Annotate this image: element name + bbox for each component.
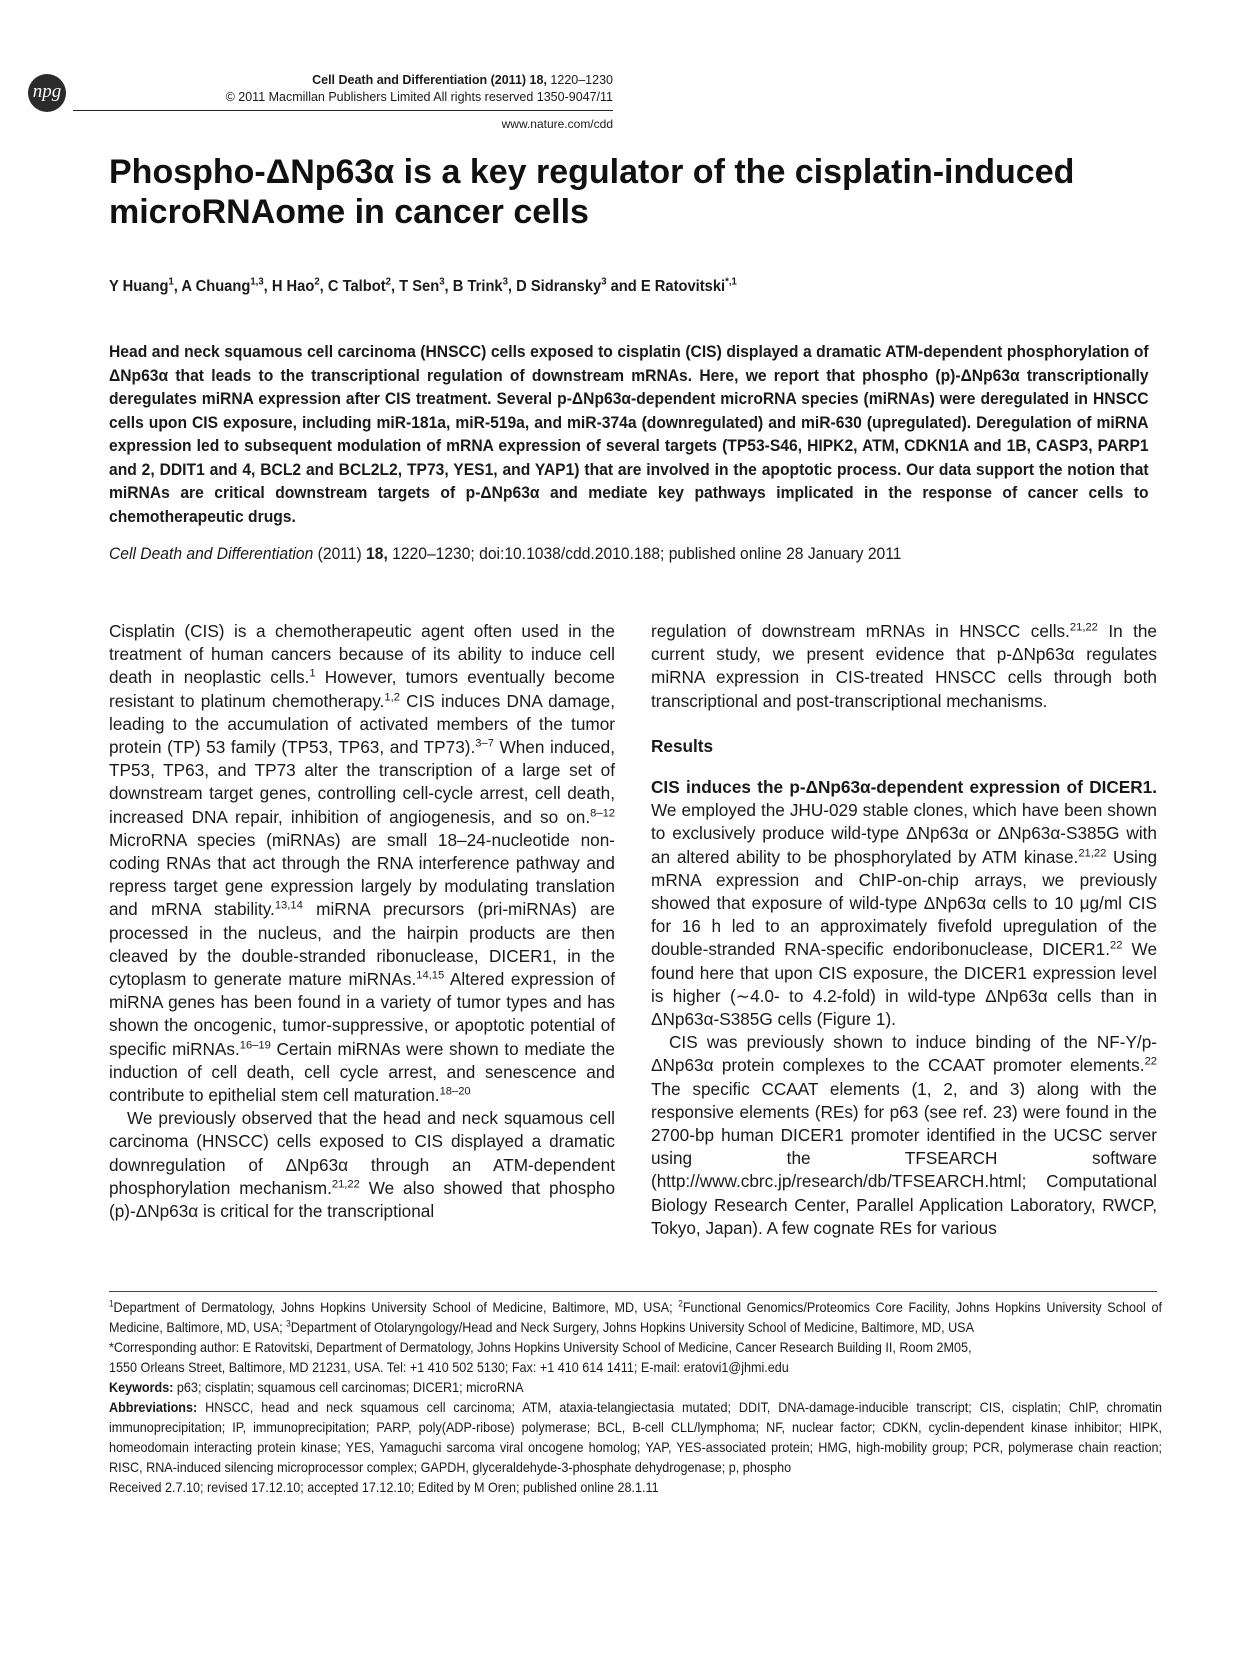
text-run: We found here that upon CIS exposure, the DICER1 expression level is higher (∼4.0- to 4.2-fold) in wild-type ΔNp63α cells than in ΔNp63α-S385G cells (Figure 1). <box>651 939 1158 1030</box>
corresponding-author: *Corresponding author: E Ratovitski, Department of Dermatology, Johns Hopkins University School of Medicine, Cancer Research Building II, Room 2M05, <box>109 1339 972 1355</box>
text-run: MicroRNA species (miRNAs) are small 18–24-nucleotide non-coding RNAs that act through the RNA interference pathway and repress target gene expression largely by modulating translation and mRNA stability. <box>109 829 615 920</box>
text-run: When induced, TP53, TP63, and TP73 alter the transcription of a large set of downstream target genes, controlling cell-cycle arrest, cell death, increased DNA repair, inhibition of angiogenesis, and so on. <box>109 737 615 827</box>
reference-superscript: 8–12 <box>590 806 615 819</box>
body-paragraph <box>651 620 1157 713</box>
author-name: H Hao <box>271 278 315 295</box>
abbreviations-text: HNSCC, head and neck squamous cell carcinoma; ATM, ataxia-telangiectasia mutated; DDIT, DNA-damage-inducible transcript; CIS, cisplatin; ChIP, chromatin immunoprecipitation; IP, immunoprecipitation; PARP, poly(ADP-ribose) polymerase; BCL, B-cell CLL/lymphoma; NF, nuclear factor; CDKN, cyclin-dependent kinase inhibitor; HIPK, homeodomain interacting protein kinase; YES, Yamaguchi sarcoma viral oncogene homolog; YAP, YES-associated protein; HMG, high-mobility group; PCR, polymerase chain reaction; RISC, RNA-induced silencing microprocessor complex; GAPDH, glyceraldehyde-3-phosphate dehydrogenase; p, phospho <box>109 1399 1162 1475</box>
journal-name: Cell Death and Differentiation <box>312 73 488 87</box>
author-affiliation: 3 <box>502 276 508 288</box>
author-name: B Trink <box>452 278 503 295</box>
journal-url[interactable]: www.nature.com/cdd <box>501 117 613 131</box>
reference-superscript: 21,22 <box>1069 621 1098 634</box>
affiliations <box>109 1297 1162 1337</box>
reference-superscript: 14,15 <box>416 969 445 982</box>
subsection-heading: CIS induces the p-ΔNp63α-dependent expression of DICER1. <box>651 777 1157 798</box>
body-paragraph <box>651 1031 1157 1240</box>
text-run: In the current study, we present evidence that p-ΔNp63α regulates miRNA expression in CIS-treated HNSCC cells through both transcriptional and post-transcriptional mechanisms. <box>651 621 1157 711</box>
body-paragraph <box>109 620 615 1107</box>
abbreviations-label: Abbreviations: <box>109 1399 198 1415</box>
text-run: Altered expression of miRNA genes has been found in a variety of tumor types and has shown the oncogenic, tumor-suppressive, or apoptotic potential of specific miRNAs. <box>109 969 615 1059</box>
text-run: We employed the JHU-029 stable clones, which have been shown to exclusively produce wild-type ΔNp63α or ΔNp63α-S385G with an altered ability to be phosphorylated by ATM kinase. <box>651 800 1157 867</box>
footnote-rule <box>109 1291 1157 1292</box>
author-list: Y Huang$^1$, A Chuang$^{1,3}$, H Hao$^2$, C Talbot$^2$, T Sen$^3$, B Trink$^3$, D Sidransky$^3$ and E Ratovitski$^{*,1}$ <box>109 276 737 295</box>
affiliation-text: Department of Dermatology, Johns Hopkins University School of Medicine, Baltimore, MD, USA; <box>113 1299 679 1315</box>
text-run: Cisplatin (CIS) is a chemotherapeutic agent often used in the treatment of human cancers because of its ability to induce cell death in neoplastic cells. <box>109 621 615 688</box>
affiliation-marker: 2 <box>678 1298 683 1309</box>
affiliation-marker: 1 <box>109 1298 114 1309</box>
text-run: CIS was previously shown to induce binding of the NF-Y/p-ΔNp63α protein complexes to the CCAAT promoter elements. <box>651 1032 1157 1076</box>
author-affiliation: 2 <box>314 276 320 288</box>
body-paragraph <box>109 1107 615 1223</box>
citation-volume: 18, <box>366 544 388 563</box>
received-line: Received 2.7.10; revised 17.12.10; accepted 17.12.10; Edited by M Oren; published online 28.1.11 <box>109 1479 659 1495</box>
npg-logo: npg <box>28 74 66 112</box>
citation-rest: 1220–1230; doi:10.1038/cdd.2010.188; published online 28 January 2011 <box>387 544 902 563</box>
reference-superscript: 16–19 <box>239 1038 271 1051</box>
journal-header <box>312 71 613 89</box>
footnotes <box>109 1297 1162 1497</box>
journal-volume: 18, <box>529 73 547 87</box>
reference-superscript: 22 <box>1110 939 1123 952</box>
author-affiliation: 3 <box>601 276 607 288</box>
keywords <box>109 1377 1162 1397</box>
body-paragraph <box>651 776 1157 1031</box>
copyright-line: © 2011 Macmillan Publishers Limited All rights reserved 1350-9047/11 <box>225 90 613 104</box>
reference-superscript: 13,14 <box>274 899 303 912</box>
author-name: A Chuang <box>181 278 251 295</box>
reference-superscript: 18–20 <box>439 1085 471 1098</box>
text-run: miRNA precursors (pri-miRNAs) are processed in the nucleus, and the hairpin products are then cleaved by the double-stranded ribonuclease, DICER1, in the cytoplasm to generate mature miRNAs. <box>109 899 615 990</box>
reference-superscript: 1 <box>309 667 316 680</box>
body-column-left <box>109 620 615 1223</box>
text-run: However, tumors eventually become resistant to platinum chemotherapy. <box>109 667 615 711</box>
text-run: Certain miRNAs were shown to mediate the induction of cell death, cell cycle arrest, and senescence and contribute to epithelial stem cell maturation. <box>109 1038 615 1106</box>
author-affiliation: *,1 <box>725 276 737 288</box>
reference-superscript: 21,22 <box>331 1178 360 1191</box>
author-affiliation: 1,3 <box>250 276 264 288</box>
text-run: We also showed that phospho (p)-ΔNp63α is critical for the transcriptional <box>109 1177 616 1222</box>
author-affiliation: 3 <box>439 276 445 288</box>
text-run: The specific CCAAT elements (1, 2, and 3) along with the responsive elements (REs) for p63 (see ref. 23) were found in the 2700-bp human DICER1 promoter identified in the UCSC server using the TFSEARCH software (http://www.cbrc.jp/research/db/TFSEARCH.html; Computational Biology Research Center, Parallel Application Laboratory, RWCP, Tokyo, Japan). A few cognate REs for various <box>651 1078 1157 1238</box>
abbreviations <box>109 1397 1162 1477</box>
author-name: E Ratovitski <box>640 278 726 295</box>
reference-superscript: 22 <box>1144 1055 1157 1068</box>
keywords-label: Keywords: <box>109 1379 174 1395</box>
header-rule <box>73 110 613 111</box>
citation-year: (2011) <box>313 544 367 563</box>
subsection-text <box>651 800 1157 1029</box>
text-run: Using mRNA expression and ChIP-on-chip arrays, we previously showed that exposure of wild-type ΔNp63α cells to 10 μg/ml CIS for 16 h led to an approximately fivefold upregulation of the double-stranded RNA-specific endoribonuclease, DICER1. <box>651 846 1157 960</box>
article-title: Phospho-ΔNp63α is a key regulator of the cisplatin-induced microRNAome in cancer cells <box>109 153 1075 231</box>
reference-superscript: 1,2 <box>384 690 400 703</box>
citation-line <box>109 542 1167 565</box>
author-name: C Talbot <box>327 278 386 295</box>
author-name: D Sidransky <box>516 278 602 295</box>
author-name: Y Huang <box>109 278 169 295</box>
author-affiliation: 2 <box>385 276 391 288</box>
abstract: Head and neck squamous cell carcinoma (HNSCC) cells exposed to cisplatin (CIS) displayed a dramatic ATM-dependent phosphorylation of ΔNp63α that leads to the transcriptional regulation of downstream mRNAs. Here, we report that phospho (p)-ΔNp63α transcriptionally deregulates miRNA expression after CIS treatment. Several p-ΔNp63α-dependent microRNA species (miRNAs) were deregulated in HNSCC cells upon CIS exposure, including miR-181a, miR-519a, and miR-374a (downregulated) and miR-630 (upregulated). Deregulation of miRNA expression led to subsequent modulation of mRNA expression of several targets (TP53-S46, HIPK2, ATM, CDKN1A and 1B, CASP3, PARP1 and 2, DDIT1 and 4, BCL2 and BCL2L2, TP73, YES1, and YAP1) that are involved in the apoptotic process. Our data support the notion that miRNAs are critical downstream targets of p-ΔNp63α and mediate key pathways implicated in the response of cancer cells to chemotherapeutic drugs. <box>109 342 1149 526</box>
text-run: We previously observed that the head and neck squamous cell carcinoma (HNSCC) cells exposed to CIS displayed a dramatic downregulation of ΔNp63α through an ATM-dependent phosphorylation mechanism. <box>109 1108 615 1198</box>
author-name: T Sen <box>399 278 440 295</box>
reference-superscript: 3–7 <box>475 737 494 750</box>
journal-year: (2011) <box>490 73 527 87</box>
reference-superscript: 21,22 <box>1078 846 1107 859</box>
affiliation-marker: 3 <box>286 1318 291 1329</box>
text-run: regulation of downstream mRNAs in HNSCC cells. <box>651 621 1070 641</box>
journal-pages: 1220–1230 <box>550 73 613 87</box>
results-heading: Results <box>651 735 714 756</box>
affiliation-text: Department of Otolaryngology/Head and Neck Surgery, Johns Hopkins University School of Medicine, Baltimore, MD, USA <box>290 1319 974 1335</box>
body-column-right <box>651 620 1157 1240</box>
keywords-text: p63; cisplatin; squamous cell carcinomas; DICER1; microRNA <box>173 1379 524 1395</box>
address-line: 1550 Orleans Street, Baltimore, MD 21231, USA. Tel: +1 410 502 5130; Fax: +1 410 614 1411; E-mail: eratovi1@jhmi.edu <box>109 1359 789 1375</box>
affiliation-text: Functional Genomics/Proteomics Core Facility, Johns Hopkins University School of Medicine, Baltimore, MD, USA; <box>109 1299 1162 1335</box>
author-affiliation: 1 <box>168 276 174 288</box>
text-run: CIS induces DNA damage, leading to the accumulation of activated members of the tumor protein (TP) 53 family (TP53, TP63, and TP73). <box>109 690 615 758</box>
citation-journal: Cell Death and Differentiation <box>109 544 314 563</box>
